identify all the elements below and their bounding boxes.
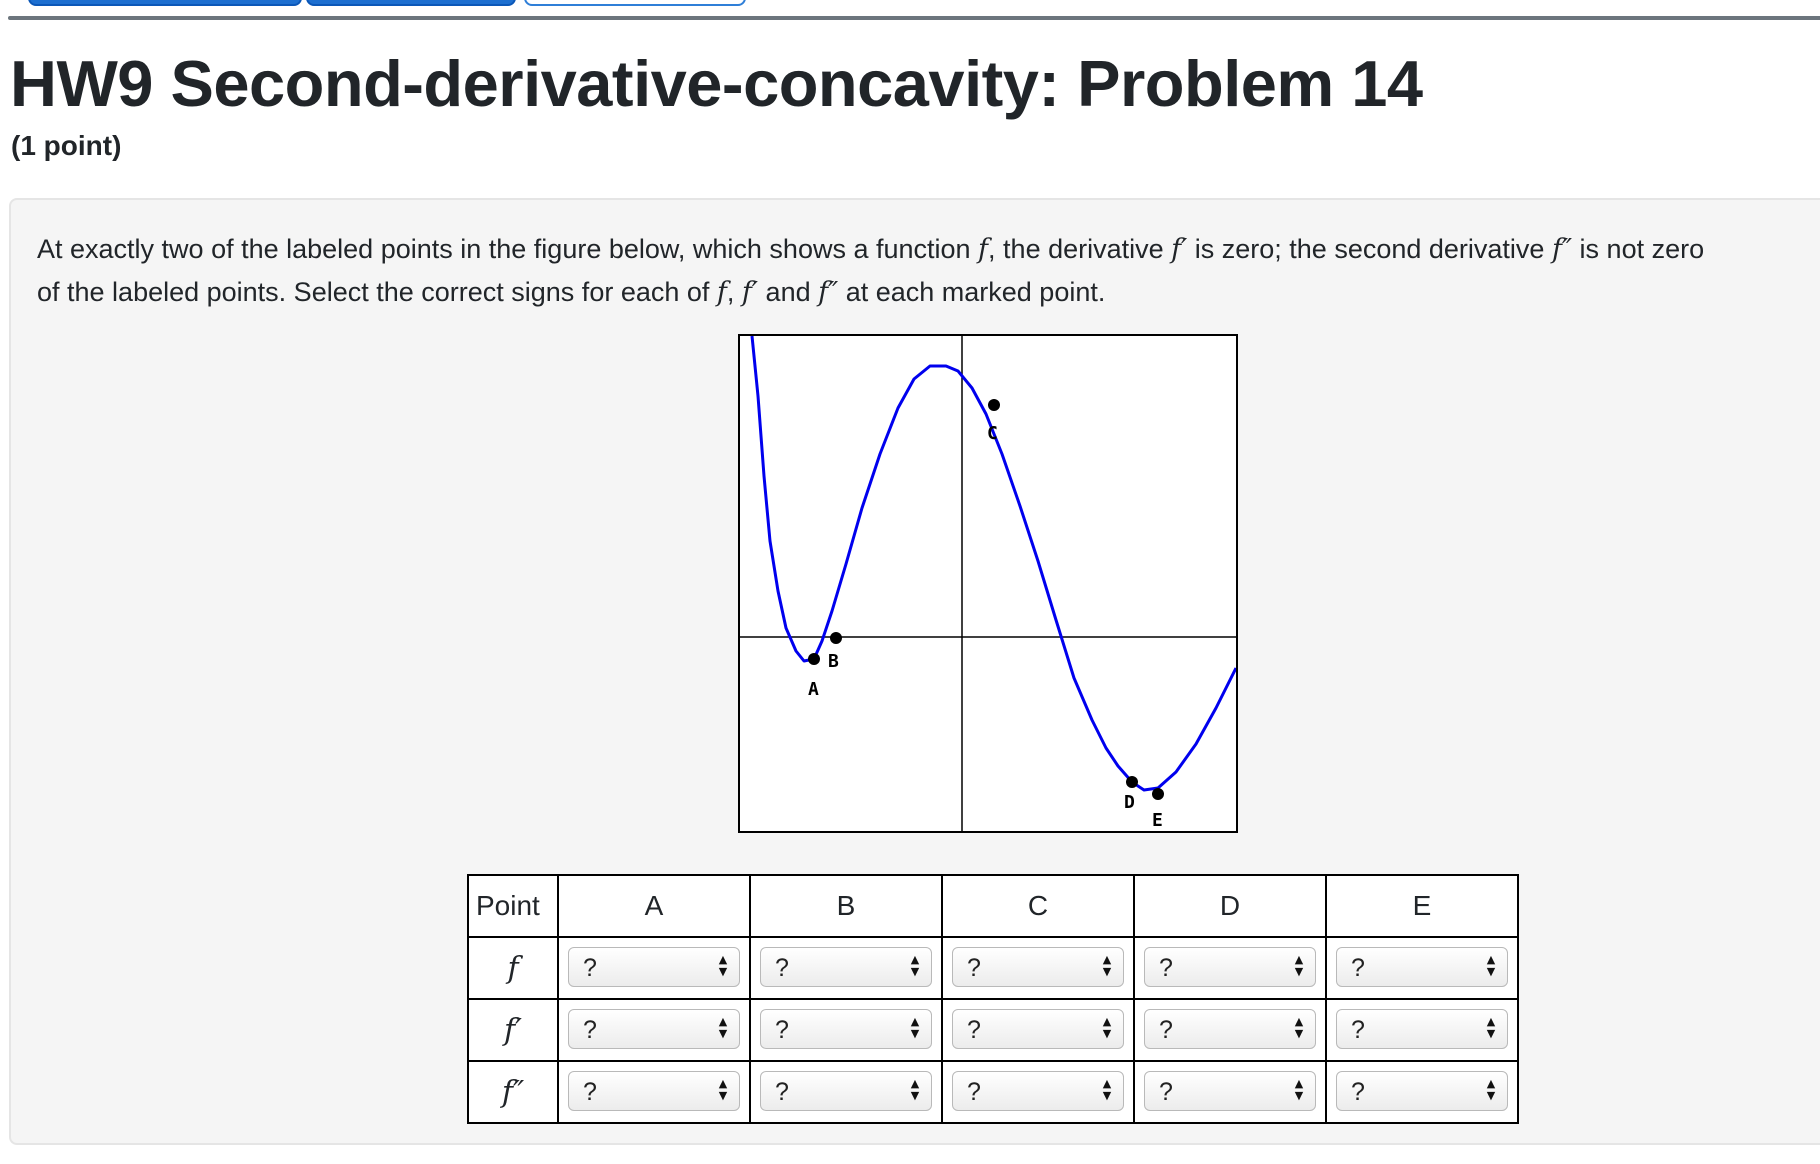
select-fp-d[interactable]: [1144, 1009, 1316, 1049]
updown-arrows-icon: ▲ ▼: [718, 1014, 728, 1040]
cell-f-a: [558, 937, 750, 999]
select-value: ?: [583, 953, 597, 982]
select-f-d[interactable]: [1144, 947, 1316, 987]
select-value: ?: [967, 1015, 981, 1044]
point-label-d: D: [1124, 792, 1135, 813]
header-b: B: [750, 875, 942, 937]
row-label-f: f: [468, 937, 558, 999]
updown-arrows-icon: ▲ ▼: [1294, 952, 1304, 978]
select-value: ?: [967, 953, 981, 982]
nav-button-3[interactable]: [524, 0, 746, 6]
select-fpp-e[interactable]: [1336, 1071, 1508, 1111]
select-value: ?: [775, 1015, 789, 1044]
statement-text: at each marked point.: [838, 277, 1106, 307]
header-a: A: [558, 875, 750, 937]
select-value: ?: [1159, 1077, 1173, 1106]
cell-f-b: [750, 937, 942, 999]
point-label-b: B: [828, 651, 839, 672]
point-c-marker: [988, 399, 1000, 411]
statement-text: and: [758, 277, 819, 307]
statement-text: is not zero: [1572, 234, 1705, 264]
updown-arrows-icon: ▲ ▼: [910, 1014, 920, 1040]
updown-arrows-icon: ▲ ▼: [1102, 1014, 1112, 1040]
point-label-c: C: [987, 423, 998, 444]
header-e: E: [1326, 875, 1518, 937]
math-f-prime: f′: [741, 277, 759, 308]
select-f-c[interactable]: [952, 947, 1124, 987]
updown-arrows-icon: ▲ ▼: [910, 952, 920, 978]
top-navigation-bar: [0, 0, 1820, 22]
updown-arrows-icon: ▲ ▼: [1486, 952, 1496, 978]
sign-answer-table: [467, 874, 1519, 1124]
cell-f-d: [1134, 937, 1326, 999]
statement-text: ,: [726, 277, 742, 307]
select-value: ?: [1159, 1015, 1173, 1044]
math-f-prime: f′: [1171, 234, 1188, 265]
math-f-double-prime: f″: [818, 277, 839, 308]
select-fp-a[interactable]: [568, 1009, 740, 1049]
updown-arrows-icon: ▲ ▼: [718, 1076, 728, 1102]
statement-text: , the derivative: [988, 234, 1172, 264]
updown-arrows-icon: ▲ ▼: [1486, 1014, 1496, 1040]
point-a-marker: [808, 653, 820, 665]
select-value: ?: [1351, 1077, 1365, 1106]
page-title: HW9 Second-derivative-concavity: Problem 14: [10, 47, 1423, 120]
table-row-f-prime: [468, 999, 1518, 1061]
row-label-f-double-prime: f″: [468, 1061, 558, 1123]
updown-arrows-icon: ▲ ▼: [1102, 952, 1112, 978]
header-c: C: [942, 875, 1134, 937]
select-fp-b[interactable]: [760, 1009, 932, 1049]
select-value: ?: [1351, 953, 1365, 982]
updown-arrows-icon: ▲ ▼: [1102, 1076, 1112, 1102]
select-fpp-c[interactable]: [952, 1071, 1124, 1111]
math-f: f: [978, 234, 989, 265]
table-header-row: [468, 875, 1518, 937]
select-f-b[interactable]: [760, 947, 932, 987]
select-value: ?: [583, 1077, 597, 1106]
cell-fpp-d: [1134, 1061, 1326, 1123]
updown-arrows-icon: ▲ ▼: [1294, 1076, 1304, 1102]
cell-fp-d: [1134, 999, 1326, 1061]
point-b-marker: [830, 632, 842, 644]
labeled-points: [808, 399, 1164, 800]
point-d-marker: [1126, 776, 1138, 788]
statement-text: At exactly two of the labeled points in the figure below, which shows a function: [37, 234, 979, 264]
header-d: D: [1134, 875, 1326, 937]
select-value: ?: [775, 1077, 789, 1106]
updown-arrows-icon: ▲ ▼: [718, 952, 728, 978]
select-value: ?: [775, 953, 789, 982]
cell-f-e: [1326, 937, 1518, 999]
cell-fp-e: [1326, 999, 1518, 1061]
math-f-double-prime: f″: [1551, 234, 1573, 265]
cell-fpp-a: [558, 1061, 750, 1123]
point-label-e: E: [1152, 810, 1163, 831]
row-label-f-prime: f′: [468, 999, 558, 1061]
updown-arrows-icon: ▲ ▼: [1486, 1076, 1496, 1102]
cell-fpp-e: [1326, 1061, 1518, 1123]
select-value: ?: [1351, 1015, 1365, 1044]
header-divider: [8, 16, 1820, 20]
table-row-f: [468, 937, 1518, 999]
cell-f-c: [942, 937, 1134, 999]
cell-fp-b: [750, 999, 942, 1061]
header-point: Point: [468, 875, 558, 937]
table-row-f-double-prime: [468, 1061, 1518, 1123]
nav-button-1[interactable]: [28, 0, 302, 6]
statement-text: of the labeled points. Select the correct signs for each of: [37, 277, 717, 307]
problem-statement: [37, 228, 1817, 314]
select-fpp-b[interactable]: [760, 1071, 932, 1111]
function-graph: [738, 334, 1238, 833]
statement-text: is zero; the second derivative: [1187, 234, 1552, 264]
select-fpp-d[interactable]: [1144, 1071, 1316, 1111]
cell-fp-c: [942, 999, 1134, 1061]
select-value: ?: [967, 1077, 981, 1106]
cell-fpp-c: [942, 1061, 1134, 1123]
select-f-a[interactable]: [568, 947, 740, 987]
select-value: ?: [1159, 953, 1173, 982]
cell-fp-a: [558, 999, 750, 1061]
math-f: f: [716, 277, 727, 308]
problem-panel: [9, 198, 1820, 1145]
select-value: ?: [583, 1015, 597, 1044]
updown-arrows-icon: ▲ ▼: [1294, 1014, 1304, 1040]
select-fpp-a[interactable]: [568, 1071, 740, 1111]
select-f-e[interactable]: [1336, 947, 1508, 987]
select-fp-c[interactable]: [952, 1009, 1124, 1049]
updown-arrows-icon: ▲ ▼: [910, 1076, 920, 1102]
cell-fpp-b: [750, 1061, 942, 1123]
points-value: (1 point): [11, 130, 122, 161]
point-label-a: A: [808, 679, 819, 700]
point-e-marker: [1152, 788, 1164, 800]
graph-svg: [740, 336, 1236, 831]
nav-button-2[interactable]: [306, 0, 516, 6]
select-fp-e[interactable]: [1336, 1009, 1508, 1049]
